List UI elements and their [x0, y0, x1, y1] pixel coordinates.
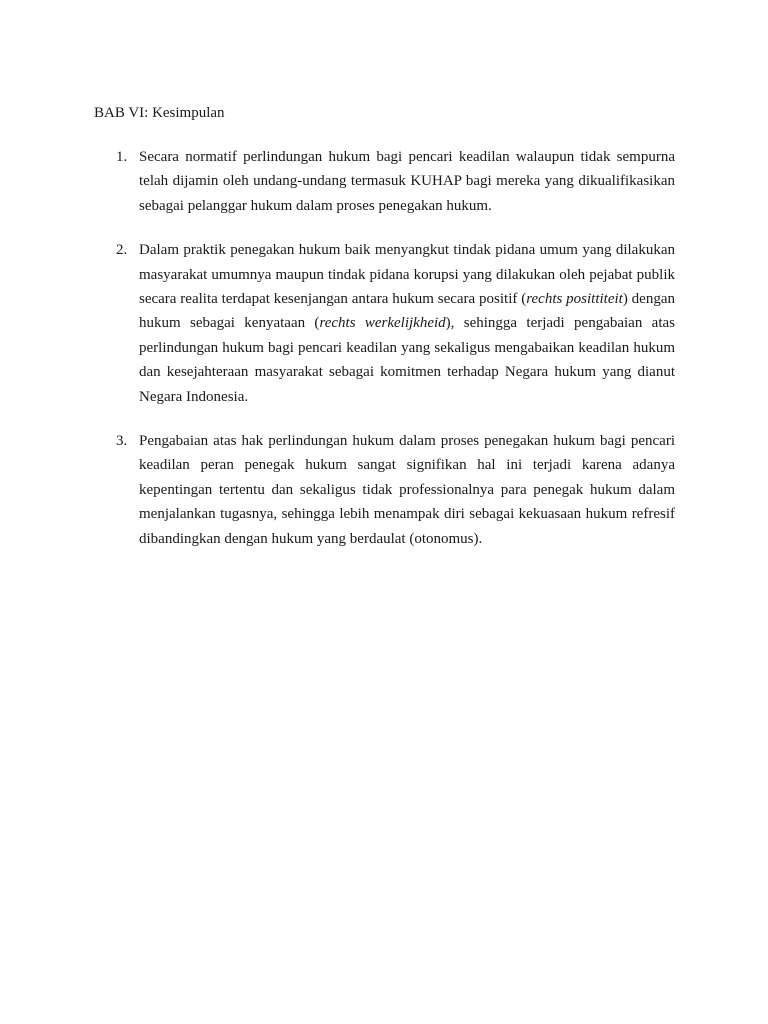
item-text: [139, 238, 675, 409]
item-text-part: Dalam praktik penegakan hukum baik menyangkut tindak pidana umum yang dilakukan masyarakat umumnya maupun tindak pidana korupsi yang dilakukan oleh pejabat publik secara realita terdapat kesenjangan antara hukum secara positif (: [139, 242, 675, 308]
italic-term: rechts werkelijkheid: [319, 315, 446, 332]
item-text-part: ) dengan hukum sebagai kenyataan (: [139, 291, 675, 332]
conclusion-list: [0, 145, 768, 571]
item-number: 3.: [116, 433, 128, 450]
item-text-part: ), sehingga terjadi pengabaian atas perlindungan hukum bagi pencari keadilan yang sekaligus mengabaikan keadilan hukum dan kesejahteraan masyarakat sebagai komitmen terhadap Negara hukum yang dianut Negara Indonesia.: [139, 315, 675, 405]
list-item: [0, 238, 768, 409]
item-text: Pengabaian atas hak perlindungan hukum dalam proses penegakan hukum bagi pencari keadilan peran penegak hukum sangat signifikan hal ini terjadi karena adanya kepentingan tertentu dan sekaligus tidak professionalnya para penegak hukum dalam menjalankan tugasnya, sehingga lebih menampak diri sebagai kekuasaan hukum refresif dibandingkan dengan hukum yang berdaulat (otonomus).: [139, 433, 675, 547]
list-item: [0, 429, 768, 551]
item-number: 1.: [116, 149, 128, 165]
item-number: 2.: [116, 242, 128, 259]
chapter-heading: BAB VI: Kesimpulan: [94, 105, 225, 121]
list-item: [0, 145, 768, 218]
italic-term: rechts posittiteit: [526, 291, 623, 308]
item-text: Secara normatif perlindungan hukum bagi pencari keadilan walaupun tidak sempurna telah dijamin oleh undang-undang termasuk KUHAP bagi mereka yang dikualifikasikan sebagai pelanggar hukum dalam proses penegakan hukum.: [139, 149, 675, 214]
